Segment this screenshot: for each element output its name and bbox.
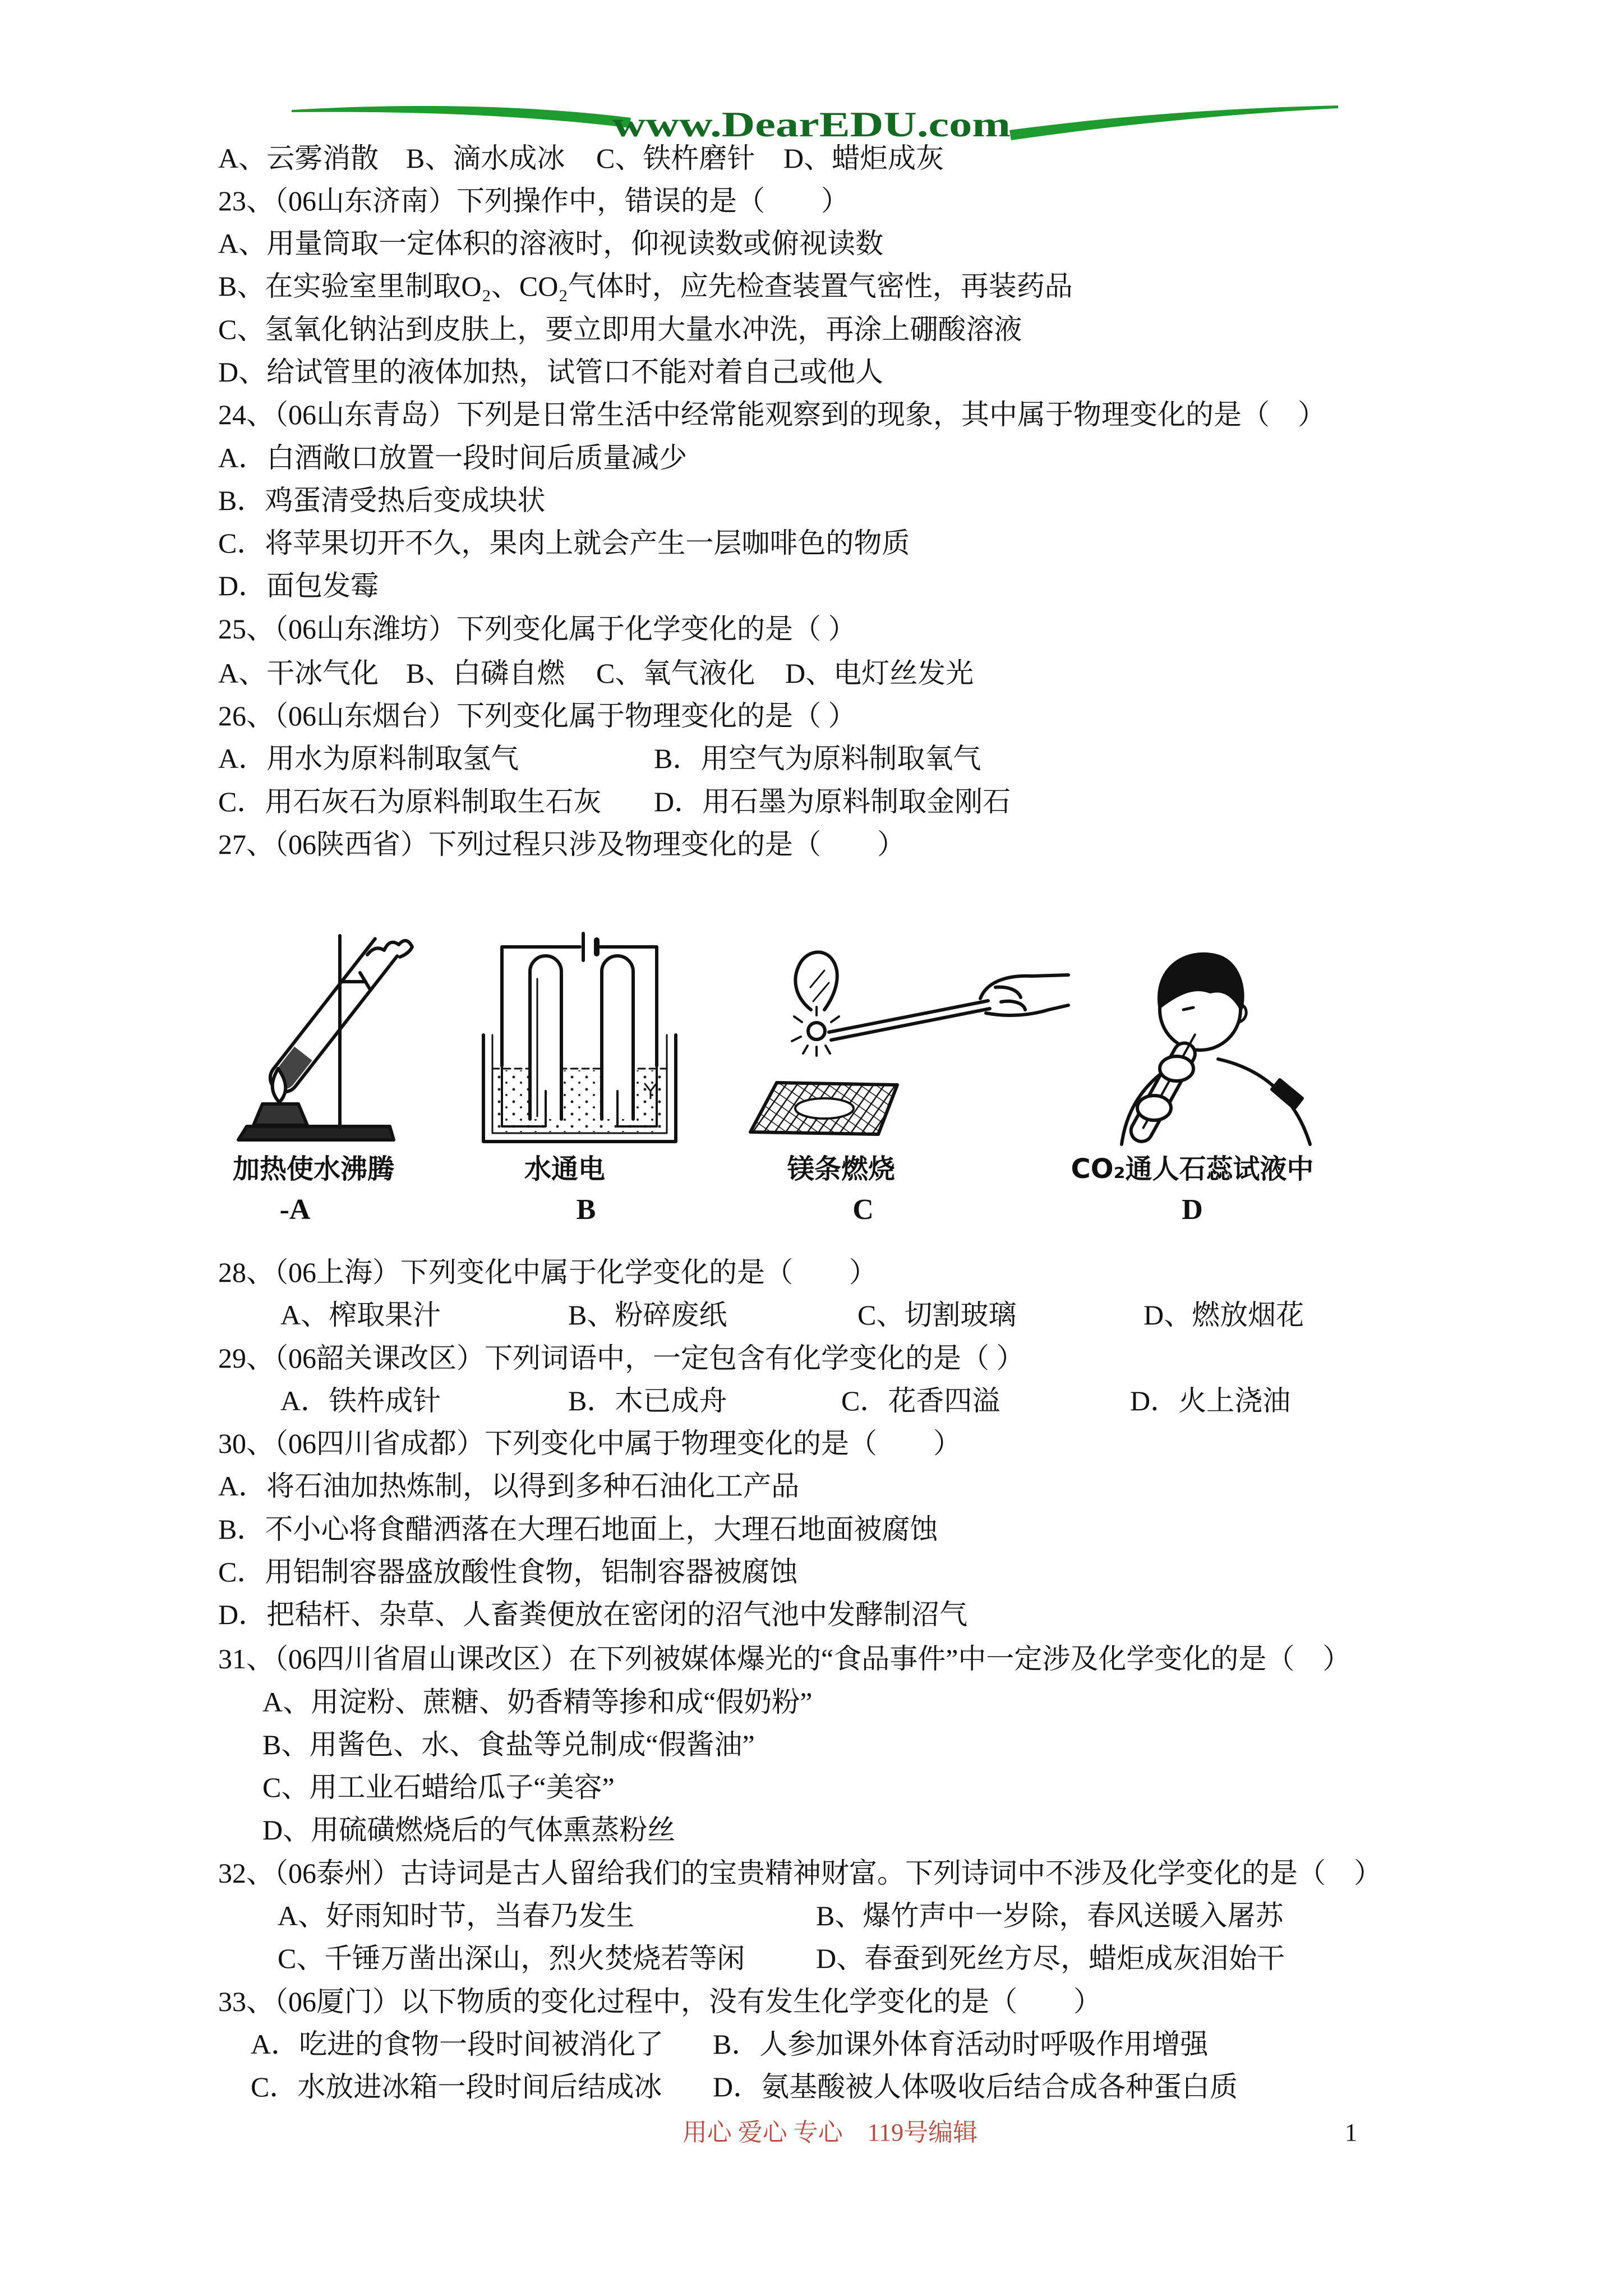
q30-option-c: C．用铝制容器盛放酸性食物，铝制容器被腐蚀 (218, 1556, 798, 1588)
q24-option-b: B．鸡蛋清受热后变成块状 (218, 485, 546, 516)
q24-option-d: D．面包发霉 (218, 570, 379, 601)
q32-stem: 32、（06泰州）古诗词是古人留给我们的宝贵精神财富。下列诗词中不涉及化学变化的是（ ） (218, 1857, 1382, 1889)
q33-option-a: A．吃进的食物一段时间被消化了 (251, 2028, 664, 2060)
magnesium-flame (808, 1023, 825, 1039)
stand-base (238, 1126, 394, 1140)
q24-stem: 24、（06山东青岛）下列是日常生活中经常能观察到的现象，其中属于物理变化的是（ ） (218, 399, 1326, 430)
q30-option-b: B．不小心将食醋洒落在大理石地面上，大理石地面被腐蚀 (218, 1513, 938, 1545)
boy-hand-lower (1137, 1096, 1171, 1120)
q24-option-a: A．白酒敞口放置一段时间后质量减少 (218, 442, 688, 473)
q32-option-d: D、春蚕到死丝方尽，蜡炬成灰泪始干 (816, 1943, 1285, 1974)
q23-stem: 23、（06山东济南）下列操作中，错误的是（ ） (218, 185, 849, 217)
hand (980, 975, 1068, 1015)
q25-option-b: B、白磷自燃 (406, 657, 565, 689)
q26-stem: 26、（06山东烟台）下列变化属于物理变化的是（ ） (218, 700, 856, 731)
q26-option-a: A．用水为原料制取氢气 (218, 743, 519, 774)
burning-magnesium-icon (750, 952, 1068, 1134)
q23-option-d: D、给试管里的液体加热，试管口不能对着自己或他人 (218, 356, 884, 388)
q30-stem: 30、（06四川省成都）下列变化中属于物理变化的是（ ） (218, 1428, 961, 1459)
tube-holder (367, 941, 412, 957)
q30-option-a: A．将石油加热炼制，以得到多种石油化工产品 (218, 1470, 800, 1502)
page-number: 1 (1345, 2119, 1357, 2146)
q28-option-b: B、粉碎废纸 (568, 1299, 727, 1331)
q28-option-a: A、榨取果汁 (280, 1299, 441, 1331)
q28-option-d: D、燃放烟花 (1144, 1299, 1304, 1331)
q32-option-a: A、好雨知时节，当春乃发生 (278, 1900, 635, 1931)
q31-option-a: A、用淀粉、蔗糖、奶香精等掺和成“假奶粉” (262, 1686, 813, 1718)
alcohol-lamp (253, 1104, 307, 1125)
sleeve-stripe (1272, 1080, 1302, 1108)
white-smoke-inner (810, 970, 829, 1001)
q26-option-b: B．用空气为原料制取氧气 (654, 743, 981, 774)
q31-option-c: C、用工业石蜡给瓜子“美容” (262, 1772, 615, 1803)
q25-option-c: C、氧气液化 (596, 657, 755, 689)
q33-option-b: B．人参加课外体育活动时呼吸作用增强 (713, 2028, 1209, 2060)
q28-option-c: C、切割玻璃 (857, 1299, 1017, 1331)
prev-question-option-b: B、滴水成冰 (406, 142, 565, 174)
prev-question-option-d: D、蜡炬成灰 (783, 142, 944, 174)
figure-d-caption: CO₂通人石蕊试液中 (1071, 1153, 1314, 1185)
figure-c-caption: 镁条燃烧 (787, 1153, 895, 1185)
q33-stem: 33、（06厦门）以下物质的变化过程中，没有发生化学变化的是（ ） (218, 1986, 1101, 2017)
q25-stem: 25、（06山东潍坊）下列变化属于化学变化的是（ ） (218, 613, 856, 645)
tongs (829, 1001, 990, 1040)
q26-option-d: D．用石墨为原料制取金刚石 (654, 786, 1011, 817)
q29-option-b: B．木已成舟 (568, 1385, 727, 1416)
figure-b-caption: 水通电 (524, 1153, 605, 1185)
q29-option-a: A．铁杵成针 (280, 1385, 441, 1416)
q23-option-c: C、氢氧化钠沾到皮肤上，要立即用大量水冲洗，再涂上硼酸溶液 (218, 314, 1022, 345)
q23-option-a: A、用量筒取一定体积的溶液时，仰视读数或俯视读数 (218, 228, 884, 259)
footer-editor-note: 用心 爱心 专心 119号编辑 (682, 2119, 978, 2146)
q24-option-c: C．将苹果切开不久，果肉上就会产生一层咖啡色的物质 (218, 527, 910, 559)
q33-option-d: D．氨基酸被人体吸收后结合成各种蛋白质 (713, 2071, 1238, 2102)
boy-blowing-into-test-tube-icon (1122, 954, 1310, 1145)
site-url: www.DearEDU.com (612, 104, 1011, 144)
q27-stem: 27、（06陕西省）下列过程只涉及物理变化的是（ ） (218, 829, 905, 860)
q23-option-b: B、在实验室里制取O₂、CO₂气体时，应先检查装置气密性，再装药品 (218, 270, 1073, 302)
figure-a-letter: -A (279, 1194, 311, 1226)
water-electrolysis-icon (483, 933, 676, 1142)
q27-figures (213, 920, 1368, 1156)
q29-option-d: D．火上浇油 (1130, 1385, 1291, 1416)
q29-stem: 29、（06韶关课改区）下列词语中，一定包含有化学变化的是（ ） (218, 1342, 1025, 1374)
q26-option-c: C．用石灰石为原料制取生石灰 (218, 786, 602, 817)
q29-option-c: C．花香四溢 (841, 1385, 1000, 1416)
left-swoosh (292, 106, 631, 128)
q33-option-c: C．水放进冰箱一段时间后结成冰 (251, 2071, 662, 2102)
figure-a-caption: 加热使水沸腾 (232, 1153, 394, 1185)
prev-question-option-c: C、铁杵磨针 (596, 142, 755, 174)
figure-b-letter: B (576, 1194, 596, 1226)
heating-test-tube-icon (238, 936, 412, 1140)
water (494, 1070, 666, 1132)
q25-option-d: D、电灯丝发光 (785, 657, 974, 689)
right-swoosh (1009, 105, 1338, 140)
figure-d-letter: D (1182, 1194, 1203, 1226)
q28-stem: 28、（06上海）下列变化中属于化学变化的是（ ） (218, 1257, 877, 1288)
q31-option-b: B、用酱色、水、食盐等兑制成“假酱油” (262, 1729, 755, 1760)
q31-option-d: D、用硫磺燃烧后的气体熏蒸粉丝 (262, 1814, 676, 1846)
q32-option-c: C、千锤万凿出深山，烈火焚烧若等闲 (278, 1943, 745, 1974)
q32-option-b: B、爆竹声中一岁除，春风送暖入屠苏 (816, 1900, 1284, 1931)
prev-question-option-a: A、云雾消散 (218, 142, 379, 174)
q31-stem: 31、（06四川省眉山课改区）在下列被媒体爆光的“食品事件”中一定涉及化学变化的是（ ） (218, 1643, 1351, 1674)
q30-option-d: D．把秸杆、杂草、人畜粪便放在密闭的沼气池中发酵制沼气 (218, 1599, 968, 1630)
gauze-center (795, 1098, 854, 1119)
stand-clamp (340, 973, 370, 990)
q25-option-a: A、干冰气化 (218, 657, 379, 689)
figure-c-letter: C (852, 1194, 874, 1226)
boy-hand-upper (1160, 1056, 1193, 1081)
